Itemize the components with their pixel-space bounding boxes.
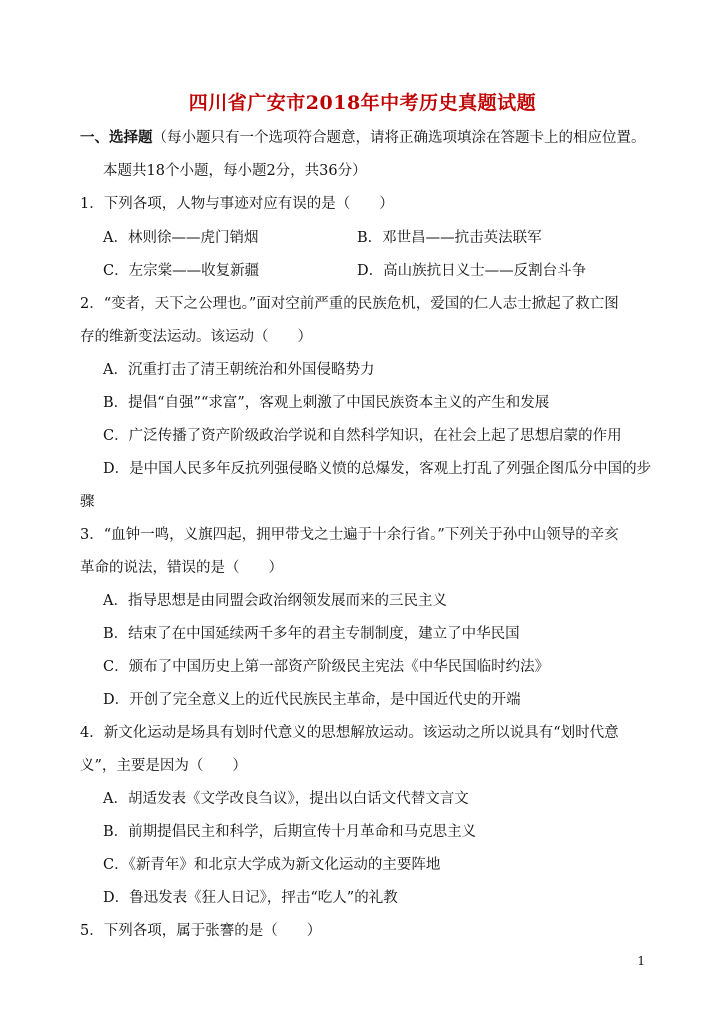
q1-option-c: C．左宗棠——收复新疆 xyxy=(103,263,260,279)
q3-option-d: D．开创了完全意义上的近代民族民主革命，是中国近代史的开端 xyxy=(103,692,521,708)
q1-option-a: A．林则徐——虎门销烟 xyxy=(103,230,259,246)
q2-stem-line1: 2．“变者，天下之公理也。”面对空前严重的民族危机，爱国的仁人志士掀起了救亡图 xyxy=(80,296,619,312)
q4-option-b: B．前期提倡民主和科学，后期宣传十月革命和马克思主义 xyxy=(103,824,477,840)
q3-option-a: A．指导思想是由同盟会政治纲领发展而来的三民主义 xyxy=(103,593,447,609)
q2-option-d-line2: 骤 xyxy=(80,494,95,510)
q3-stem-line1: 3．“血钟一鸣，义旗四起，拥甲带戈之士遍于十余行省。”下列关于孙中山领导的辛亥 xyxy=(80,527,619,543)
section-note: （每小题只有一个选项符合题意，请将正确选项填涂在答题卡上的相应位置。 xyxy=(152,130,646,146)
q2-stem-line2: 存的维新变法运动。该运动（ ） xyxy=(80,329,312,345)
q4-stem-line2: 义”，主要是因为（ ） xyxy=(80,758,247,774)
page-number: 1 xyxy=(637,954,645,968)
q3-option-c: C．颁布了中国历史上第一部资产阶级民主宪法《中华民国临时约法》 xyxy=(103,659,550,675)
q1-option-b: B．邓世昌——抗击英法联军 xyxy=(357,230,542,246)
q2-option-c: C．广泛传播了资产阶级政治学说和自然科学知识，在社会上起了思想启蒙的作用 xyxy=(103,428,622,444)
q2-option-b: B．提倡“自强”“求富”，客观上刺激了中国民族资本主义的产生和发展 xyxy=(103,395,550,411)
q5-stem: 5．下列各项，属于张謇的是（ ） xyxy=(80,923,322,939)
q1-option-d: D．高山族抗日义士——反割台斗争 xyxy=(357,263,587,279)
q3-stem-line2: 革命的说法，错误的是（ ） xyxy=(80,560,283,576)
section-note-cont: 本题共18个小题，每小题2分，共36分） xyxy=(103,163,367,179)
q2-option-a: A．沉重打击了清王朝统治和外国侵略势力 xyxy=(103,362,375,378)
q4-option-c: C．《新青年》和北京大学成为新文化运动的主要阵地 xyxy=(103,857,441,873)
section-heading xyxy=(80,128,646,148)
page-title: 四川省广安市2018年中考历史真题试题 xyxy=(188,92,537,114)
q4-option-d: D．鲁迅发表《狂人日记》，抨击“吃人”的礼教 xyxy=(103,890,398,906)
q4-option-a: A．胡适发表《文学改良刍议》，提出以白话文代替文言文 xyxy=(103,791,469,807)
q2-option-d-line1: D．是中国人民多年反抗列强侵略义愤的总爆发，客观上打乱了列强企图瓜分中国的步 xyxy=(103,461,652,477)
q3-option-b: B．结束了在中国延续两千多年的君主专制制度，建立了中华民国 xyxy=(103,626,520,642)
q1-stem: 1．下列各项，人物与事迹对应有误的是（ ） xyxy=(80,196,394,212)
section-lead: 一、选择题 xyxy=(80,129,153,146)
q4-stem-line1: 4．新文化运动是场具有划时代意义的思想解放运动。该运动之所以说具有“划时代意 xyxy=(80,725,619,741)
